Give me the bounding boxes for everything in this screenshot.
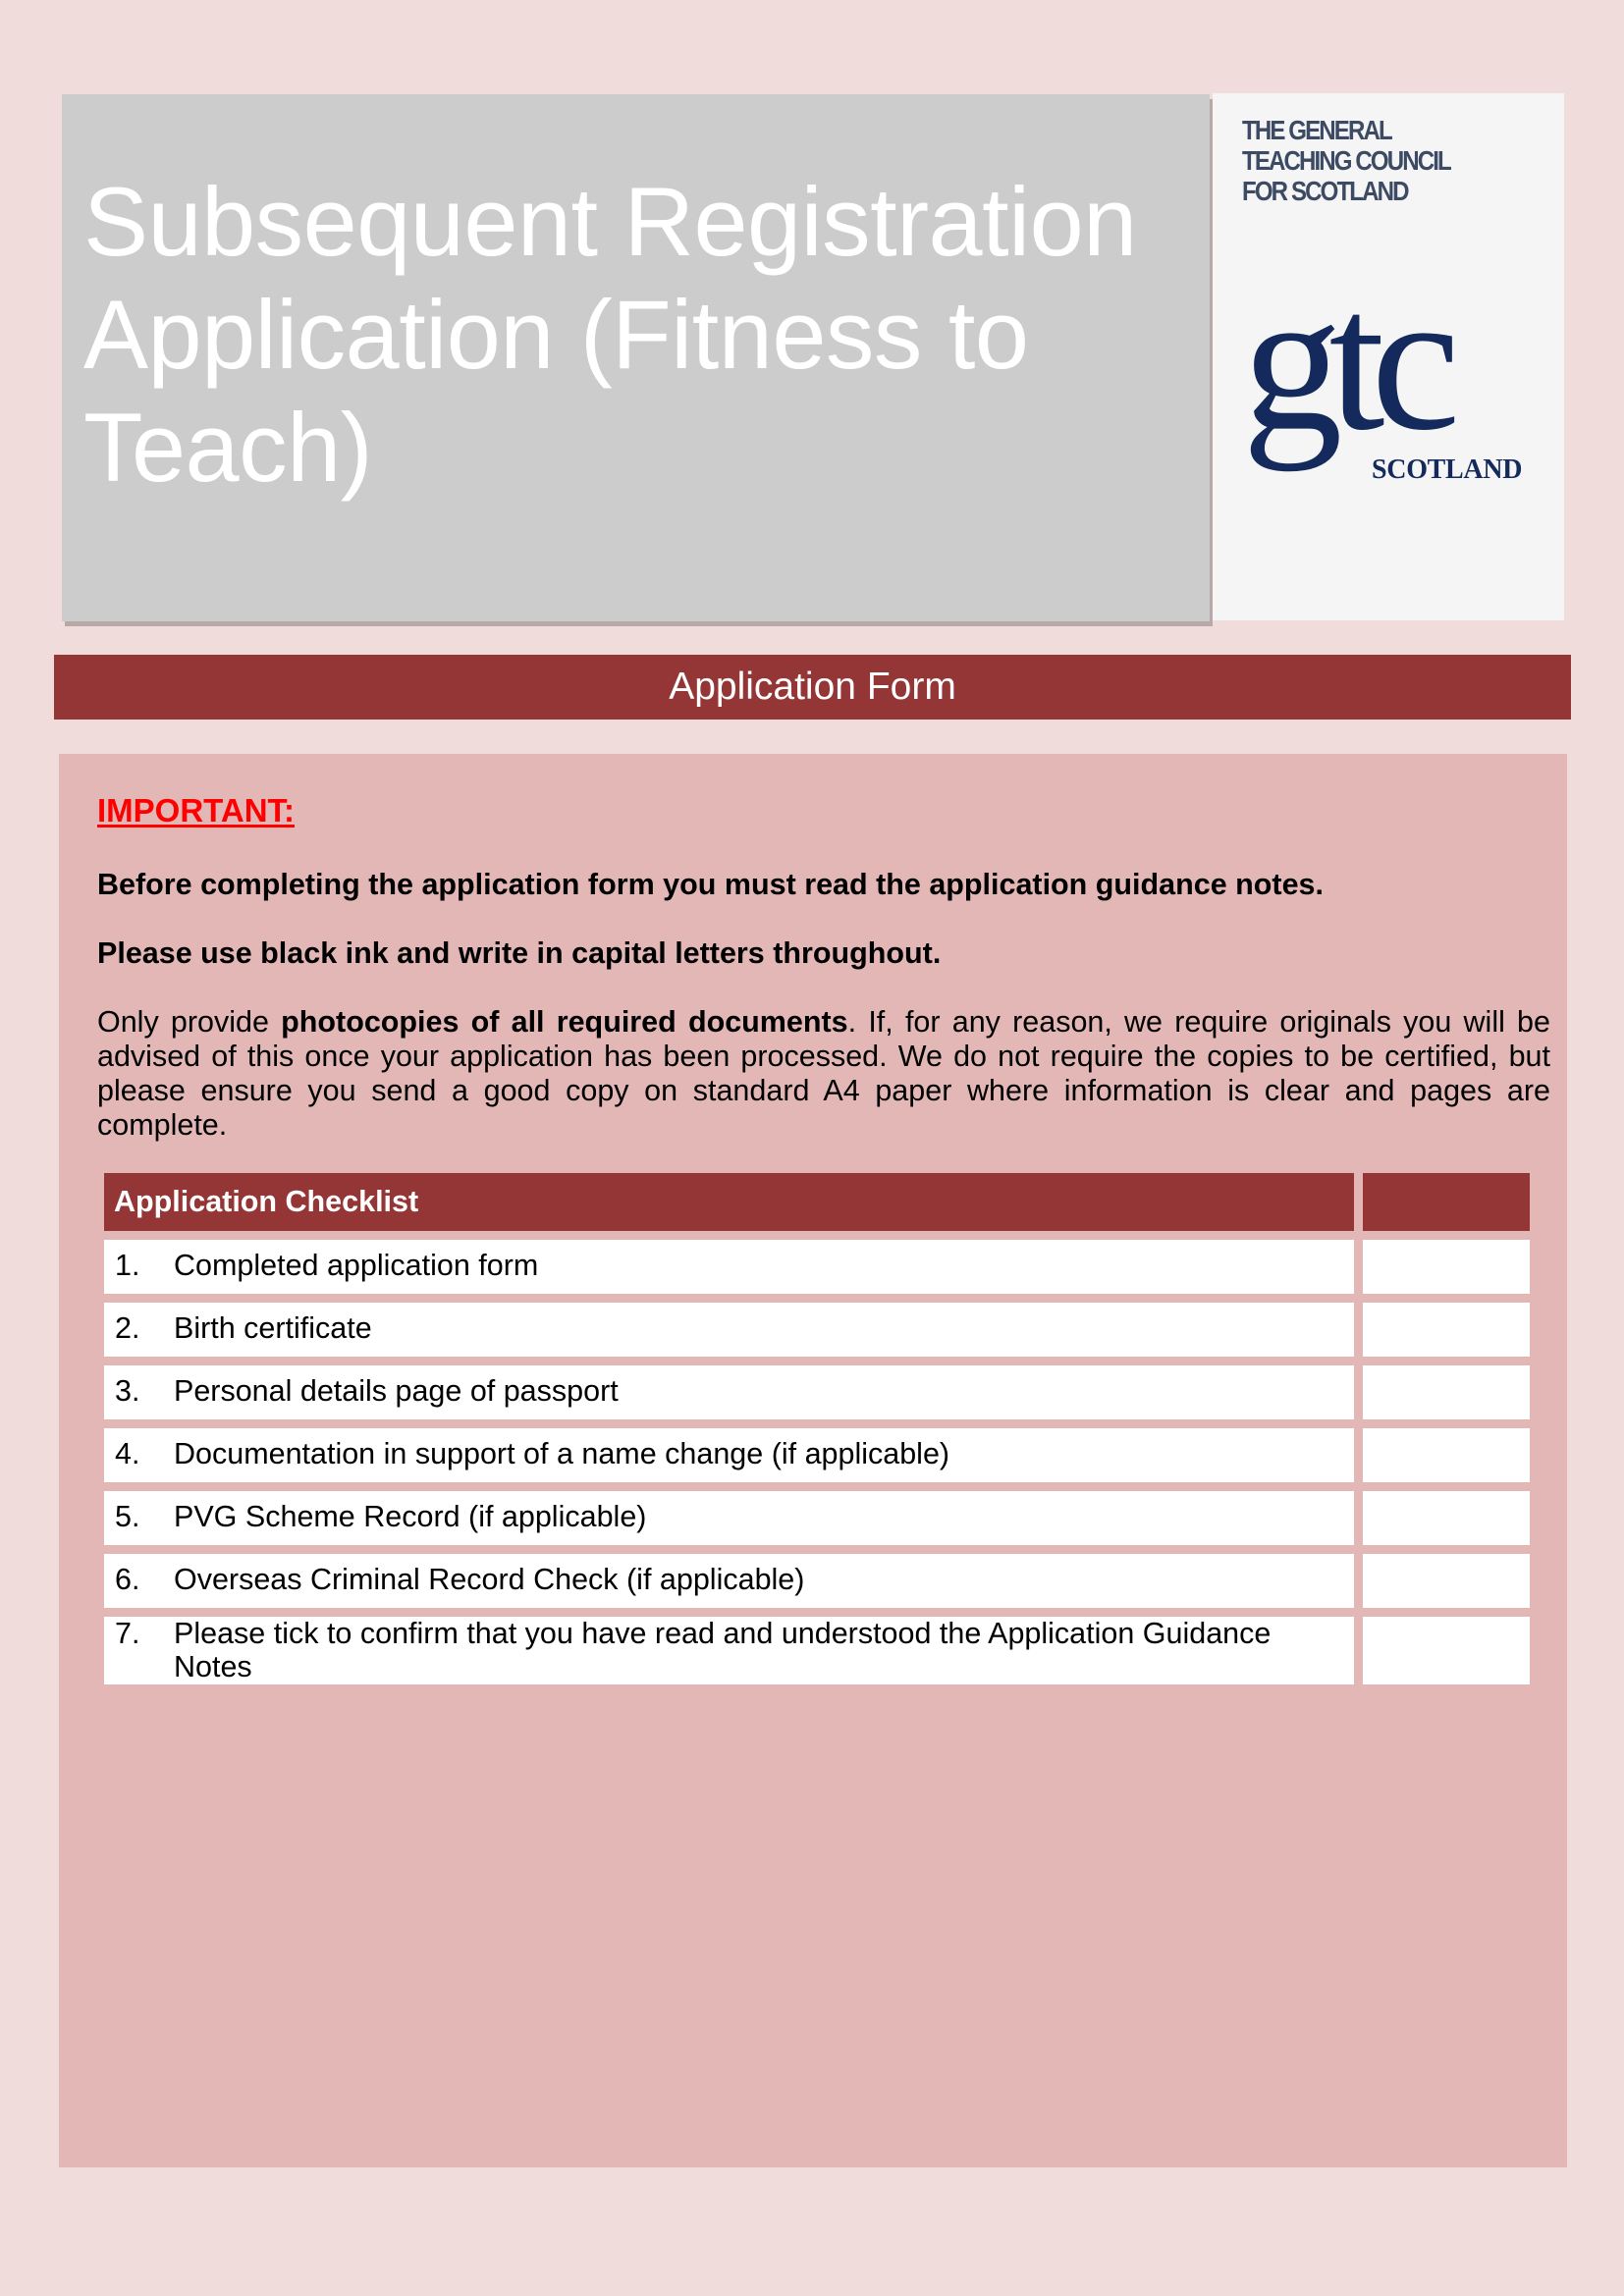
checklist-item-text: Personal details page of passport	[174, 1374, 619, 1408]
checklist-item-number: 4.	[115, 1437, 140, 1470]
section-band	[54, 655, 1571, 720]
checklist-item-number: 2.	[115, 1311, 140, 1345]
logo-org-line-1: THE GENERAL	[1242, 115, 1391, 145]
page-title	[83, 165, 1203, 504]
title-line-3: Teach)	[83, 393, 373, 502]
title-line-1: Subsequent Registration	[83, 167, 1137, 276]
checklist-tick-box[interactable]	[1363, 1617, 1530, 1684]
checklist-header-cell	[104, 1173, 1354, 1231]
logo-org-line-3: FOR SCOTLAND	[1242, 176, 1408, 206]
checklist-row	[104, 1491, 1530, 1545]
photocopies-paragraph	[97, 1005, 1550, 1143]
application-checklist	[104, 1173, 1530, 1693]
checklist-row	[104, 1365, 1530, 1419]
checklist-header	[104, 1173, 1530, 1231]
checklist-tick-box[interactable]	[1363, 1365, 1530, 1419]
logo-scotland-text: SCOTLAND	[1372, 454, 1523, 485]
checklist-tick-box[interactable]	[1363, 1303, 1530, 1357]
checklist-tick-box[interactable]	[1363, 1491, 1530, 1545]
checklist-row	[104, 1428, 1530, 1482]
checklist-item-cell	[104, 1428, 1354, 1482]
checklist-item-cell	[104, 1365, 1354, 1419]
checklist-item-text: Documentation in support of a name change (if applicable)	[174, 1437, 950, 1470]
checklist-row	[104, 1240, 1530, 1294]
photocopies-text-bold: photocopies of all required documents	[281, 1005, 848, 1039]
checklist-item-text: Overseas Criminal Record Check (if applicable)	[174, 1563, 805, 1596]
logo-org-line-2: TEACHING COUNCIL	[1242, 145, 1450, 176]
checklist-item-cell	[104, 1554, 1354, 1608]
title-banner	[62, 94, 1210, 621]
checklist-item-cell	[104, 1617, 1354, 1684]
checklist-item-text: PVG Scheme Record (if applicable)	[174, 1500, 647, 1533]
title-line-2: Application (Fitness to	[83, 280, 1029, 389]
checklist-item-cell	[104, 1240, 1354, 1294]
ink-instruction: Please use black ink and write in capital letters throughout.	[97, 936, 942, 970]
logo-gtc-mark: gtc	[1242, 249, 1447, 472]
checklist-tick-box[interactable]	[1363, 1428, 1530, 1482]
checklist-item-number: 6.	[115, 1563, 140, 1596]
photocopies-text-post: . If, for any reason, we require originals you will be advised of this once your application has been processed. We do not require the copies to be certified, but please ensure you send a good copy on standard A4 paper where information is clear and pages are complete.	[97, 1005, 1550, 1142]
checklist-row	[104, 1303, 1530, 1357]
checklist-item-number: 3.	[115, 1374, 140, 1408]
checklist-row	[104, 1617, 1530, 1684]
guidance-instruction: Before completing the application form you must read the application guidance notes.	[97, 868, 1324, 901]
logo-org-name	[1242, 115, 1450, 206]
checklist-item-text: Please tick to confirm that you have read and understood the Application Guidance Notes	[174, 1617, 1272, 1683]
checklist-item-number: 5.	[115, 1500, 140, 1533]
checklist-item-number: 7.	[115, 1617, 140, 1650]
checklist-item-text: Completed application form	[174, 1249, 539, 1282]
checklist-item-number: 1.	[115, 1249, 140, 1282]
checklist-header-tick-cell	[1363, 1173, 1530, 1231]
checklist-heading: Application Checklist	[114, 1185, 419, 1218]
checklist-item-cell	[104, 1303, 1354, 1357]
checklist-tick-box[interactable]	[1363, 1554, 1530, 1608]
photocopies-text-pre: Only provide	[97, 1005, 282, 1039]
checklist-row	[104, 1554, 1530, 1608]
section-band-label: Application Form	[669, 666, 956, 708]
checklist-item-text: Birth certificate	[174, 1311, 372, 1345]
checklist-tick-box[interactable]	[1363, 1240, 1530, 1294]
gtc-logo	[1213, 93, 1564, 620]
checklist-item-cell	[104, 1491, 1354, 1545]
important-heading: IMPORTANT:	[97, 792, 296, 828]
content-panel	[59, 754, 1567, 2167]
